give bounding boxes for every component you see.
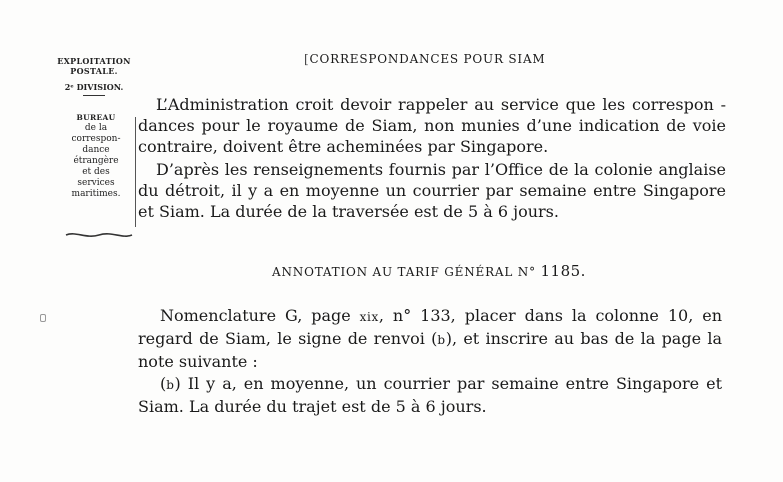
paragraph-3-part-a: Nomenclature G, page (160, 306, 360, 325)
flourish-ornament (64, 231, 134, 239)
bureau-line: services (77, 178, 115, 188)
section-title-text: CORRESPONDANCES POUR SIAM (309, 52, 546, 66)
margin-note-line2: POSTALE. (70, 66, 118, 76)
bureau-line: maritimes. (71, 189, 121, 199)
bureau-line: dance (82, 145, 110, 155)
section-title-siam (304, 52, 546, 66)
footnote-text: ) Il y a, en moyenne, un courrier par semaine entre Singapore et Siam. La durée du trajet est de 5 à 6 jours. (138, 374, 722, 416)
bureau-line: étrangère (73, 156, 119, 166)
paragraph-3 (138, 305, 722, 372)
paragraph-3-part-c: ), et inscrire au bas de la page la note suivante : (138, 329, 722, 371)
paragraph-2: D’après les renseignements fournis par l’Office de la colonie anglaise du détroit, il y a en moyenne un courrier par semaine entre Singapore et Siam. La durée de la traversée est de 5 à 6 jours. (138, 160, 726, 221)
page-speck (40, 314, 46, 322)
bureau-line: correspon- (71, 134, 121, 144)
margin-note-line1: EXPLOITATION (57, 56, 131, 66)
bureau-line: et des (82, 167, 110, 177)
margin-note-rule (83, 95, 105, 96)
bureau-title: BUREAU (76, 113, 116, 122)
paragraph-3-part-b: , n° 133, placer dans la colonne 10, en regard de Siam, le signe de renvoi ( (138, 306, 722, 348)
margin-note (48, 56, 140, 199)
footnote-paragraph (138, 373, 722, 417)
margin-note-division: 2ᵉ DIVISION. (64, 82, 124, 92)
paragraph-3-page: xix (359, 310, 379, 324)
footnote-sign: b (166, 378, 175, 392)
footnote-open: ( (160, 374, 167, 393)
annotation-title-number: 1185. (540, 262, 586, 280)
section-title-annotation (272, 262, 586, 280)
margin-note-bureau (54, 112, 138, 200)
paragraph-1: L’Administration croit devoir rappeler au service que les correspon - dances pour le royaume de Siam, non munies d’une indication de voie contraire, doivent être acheminées par Singapore. (138, 95, 726, 156)
paragraph-3-sign: b (437, 333, 446, 347)
title-bracket-mark: [ (304, 52, 310, 66)
annotation-title-text: ANNOTATION AU TARIF GÉNÉRAL N° (272, 265, 536, 279)
bureau-line: de la (84, 123, 108, 133)
